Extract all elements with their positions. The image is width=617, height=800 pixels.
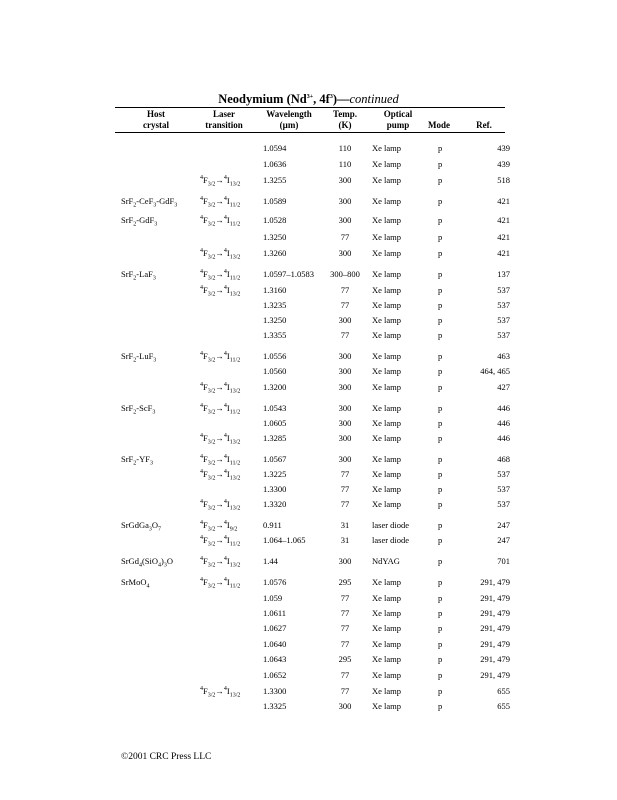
optical-pump-cell: Xe lamp bbox=[372, 418, 402, 428]
mode-cell: p bbox=[438, 608, 443, 618]
optical-pump-cell: Xe lamp bbox=[372, 366, 402, 376]
optical-pump-cell: Xe lamp bbox=[372, 159, 402, 169]
temperature-cell: 295 bbox=[338, 654, 352, 664]
mode-cell: p bbox=[438, 654, 443, 664]
temperature-cell: 300–800 bbox=[330, 269, 360, 279]
wavelength-cell: 1.3200 bbox=[263, 382, 287, 392]
table-row bbox=[0, 638, 617, 651]
optical-pump-cell: Xe lamp bbox=[372, 382, 402, 392]
header-optical-pump: Optical pump bbox=[383, 109, 413, 130]
laser-transition-cell: $^4F_{3/2}\to^4I_{13/2}$ bbox=[200, 433, 241, 446]
mode-cell: p bbox=[438, 418, 443, 428]
mode-cell: p bbox=[438, 351, 443, 361]
reference-cell: 291, 479 bbox=[480, 639, 510, 649]
temperature-cell: 300 bbox=[338, 215, 352, 225]
mode-cell: p bbox=[438, 315, 443, 325]
temperature-cell: 300 bbox=[338, 196, 352, 206]
reference-cell: 439 bbox=[497, 159, 510, 169]
optical-pump-cell: Xe lamp bbox=[372, 608, 402, 618]
wavelength-cell: 1.059 bbox=[263, 593, 283, 603]
laser-transition-cell: $^4F_{3/2}\to^4I_{13/2}$ bbox=[200, 499, 241, 512]
host-crystal-cell: SrMoO$_4$ bbox=[121, 577, 150, 590]
table-row bbox=[0, 381, 617, 394]
temperature-cell: 77 bbox=[340, 300, 350, 310]
optical-pump-cell: Xe lamp bbox=[372, 686, 402, 696]
laser-transition-cell: $^4F_{3/2}\to^4I_{13/2}$ bbox=[200, 248, 241, 261]
reference-cell: 537 bbox=[497, 285, 510, 295]
optical-pump-cell: Xe lamp bbox=[372, 215, 402, 225]
temperature-cell: 77 bbox=[340, 686, 350, 696]
host-crystal-cell: SrF$_2$-GdF$_3$ bbox=[121, 215, 158, 228]
temperature-cell: 77 bbox=[340, 670, 350, 680]
temperature-cell: 77 bbox=[340, 639, 350, 649]
mode-cell: p bbox=[438, 670, 443, 680]
reference-cell: 421 bbox=[497, 196, 510, 206]
mode-cell: p bbox=[438, 215, 443, 225]
reference-cell: 247 bbox=[497, 535, 510, 545]
wavelength-cell: 1.0611 bbox=[263, 608, 287, 618]
optical-pump-cell: Xe lamp bbox=[372, 577, 402, 587]
table-row bbox=[0, 685, 617, 698]
reference-cell: 427 bbox=[497, 382, 510, 392]
temperature-cell: 300 bbox=[338, 418, 352, 428]
wavelength-cell: 1.3260 bbox=[263, 248, 287, 258]
mode-cell: p bbox=[438, 248, 443, 258]
reference-cell: 537 bbox=[497, 499, 510, 509]
mode-cell: p bbox=[438, 499, 443, 509]
table-row bbox=[0, 592, 617, 605]
header-bottom-rule bbox=[115, 132, 505, 133]
reference-cell: 291, 479 bbox=[480, 654, 510, 664]
wavelength-cell: 1.0640 bbox=[263, 639, 287, 649]
wavelength-cell: 1.3235 bbox=[263, 300, 287, 310]
table-row bbox=[0, 314, 617, 327]
mode-cell: p bbox=[438, 484, 443, 494]
temperature-cell: 110 bbox=[338, 143, 352, 153]
temperature-cell: 77 bbox=[340, 232, 350, 242]
optical-pump-cell: Xe lamp bbox=[372, 701, 402, 711]
temperature-cell: 77 bbox=[340, 469, 350, 479]
laser-transition-cell: $^4F_{3/2}\to^4I_{11/2}$ bbox=[200, 269, 241, 282]
wavelength-cell: 1.0556 bbox=[263, 351, 287, 361]
temperature-cell: 77 bbox=[340, 285, 350, 295]
temperature-cell: 31 bbox=[340, 535, 350, 545]
header-mode: Mode bbox=[428, 120, 450, 130]
table-row bbox=[0, 284, 617, 297]
temperature-cell: 77 bbox=[340, 608, 350, 618]
table-title: Neodymium ($Nd^{3+}$, $4f^3)—continued$ bbox=[218, 92, 399, 106]
laser-transition-cell: $^4F_{3/2}\to^4I_{13/2}$ bbox=[200, 686, 241, 699]
host-crystal-cell: $SrF_2-YF_3$ bbox=[121, 454, 153, 467]
laser-transition-cell: $^4F_{3/2}\to^4I_{11/2}$ bbox=[200, 215, 241, 228]
wavelength-cell: 1.3225 bbox=[263, 469, 287, 479]
optical-pump-cell: Xe lamp bbox=[372, 403, 402, 413]
optical-pump-cell: Xe lamp bbox=[372, 196, 402, 206]
table-row bbox=[0, 268, 617, 281]
optical-pump-cell: Xe lamp bbox=[372, 499, 402, 509]
temperature-cell: 77 bbox=[340, 484, 350, 494]
reference-cell: 291, 479 bbox=[480, 623, 510, 633]
wavelength-cell: 1.0605 bbox=[263, 418, 287, 428]
table-row bbox=[0, 365, 617, 378]
host-crystal-cell: SrF$_2$-ScF$_3$ bbox=[121, 403, 156, 416]
wavelength-cell: 1.0627 bbox=[263, 623, 287, 633]
wavelength-cell: 1.3160 bbox=[263, 285, 287, 295]
reference-cell: 537 bbox=[497, 315, 510, 325]
table-row bbox=[0, 158, 617, 171]
laser-transition-cell: $^4F_{3/2}\to^4I_{9/2}$ bbox=[200, 520, 238, 533]
laser-transition-cell: $^4F_{3/2}\to^4I_{13/2}$ bbox=[200, 556, 241, 569]
mode-cell: p bbox=[438, 556, 443, 566]
reference-cell: 537 bbox=[497, 469, 510, 479]
mode-cell: p bbox=[438, 623, 443, 633]
mode-cell: p bbox=[438, 520, 443, 530]
header-temperature: Temp. (K) bbox=[333, 109, 357, 130]
optical-pump-cell: Xe lamp bbox=[372, 433, 402, 443]
reference-cell: 247 bbox=[497, 520, 510, 530]
table-row bbox=[0, 402, 617, 415]
optical-pump-cell: NdYAG bbox=[372, 556, 400, 566]
table-row bbox=[0, 468, 617, 481]
temperature-cell: 31 bbox=[340, 520, 350, 530]
table-row bbox=[0, 519, 617, 532]
table-row bbox=[0, 214, 617, 227]
mode-cell: p bbox=[438, 433, 443, 443]
laser-transition-cell: $^4F_{3/2}\to^4I_{13/2}$ bbox=[200, 175, 241, 188]
mode-cell: p bbox=[438, 143, 443, 153]
optical-pump-cell: Xe lamp bbox=[372, 143, 402, 153]
reference-cell: 537 bbox=[497, 330, 510, 340]
temperature-cell: 77 bbox=[340, 623, 350, 633]
wavelength-cell: 1.0652 bbox=[263, 670, 287, 680]
temperature-cell: 300 bbox=[338, 454, 352, 464]
host-crystal-cell: $SrGd_4(SiO_4)_3O$ bbox=[121, 556, 173, 569]
temperature-cell: 110 bbox=[338, 159, 352, 169]
table-row bbox=[0, 555, 617, 568]
header-top-rule bbox=[115, 107, 505, 108]
reference-cell: 655 bbox=[497, 701, 510, 711]
temperature-cell: 300 bbox=[338, 351, 352, 361]
mode-cell: p bbox=[438, 382, 443, 392]
optical-pump-cell: Xe lamp bbox=[372, 285, 402, 295]
mode-cell: p bbox=[438, 300, 443, 310]
reference-cell: 655 bbox=[497, 686, 510, 696]
header-host-crystal: Host crystal bbox=[143, 109, 169, 130]
reference-cell: 421 bbox=[497, 248, 510, 258]
temperature-cell: 300 bbox=[338, 433, 352, 443]
mode-cell: p bbox=[438, 593, 443, 603]
reference-cell: 421 bbox=[497, 232, 510, 242]
temperature-cell: 300 bbox=[338, 701, 352, 711]
temperature-cell: 300 bbox=[338, 556, 352, 566]
optical-pump-cell: laser diode bbox=[372, 535, 410, 545]
wavelength-cell: 1.3285 bbox=[263, 433, 287, 443]
wavelength-cell: 1.0567 bbox=[263, 454, 287, 464]
wavelength-cell: 1.3320 bbox=[263, 499, 287, 509]
wavelength-cell: 1.44 bbox=[263, 556, 278, 566]
temperature-cell: 77 bbox=[340, 499, 350, 509]
laser-transition-cell: $^4F_{3/2}\to^4I_{13/2}$ bbox=[200, 382, 241, 395]
reference-cell: 464, 465 bbox=[480, 366, 510, 376]
wavelength-cell: 1.3250 bbox=[263, 315, 287, 325]
wavelength-cell: 1.0636 bbox=[263, 159, 287, 169]
mode-cell: p bbox=[438, 330, 443, 340]
continued-label: continued bbox=[349, 92, 399, 106]
temperature-cell: 300 bbox=[338, 403, 352, 413]
reference-cell: 446 bbox=[497, 403, 510, 413]
wavelength-cell: 1.0597–1.0583 bbox=[263, 269, 314, 279]
table-row bbox=[0, 453, 617, 466]
laser-transition-cell: $^4F_{3/2}\to^4I_{11/2}$ bbox=[200, 403, 241, 416]
reference-cell: 421 bbox=[497, 215, 510, 225]
host-crystal-cell: SrF$_2$-LaF$_3$ bbox=[121, 269, 156, 282]
temperature-cell: 300 bbox=[338, 315, 352, 325]
wavelength-cell: 1.0560 bbox=[263, 366, 287, 376]
reference-cell: 463 bbox=[497, 351, 510, 361]
mode-cell: p bbox=[438, 686, 443, 696]
reference-cell: 137 bbox=[497, 269, 510, 279]
wavelength-cell: 1.3255 bbox=[263, 175, 287, 185]
reference-cell: 537 bbox=[497, 300, 510, 310]
reference-cell: 537 bbox=[497, 484, 510, 494]
table-row bbox=[0, 622, 617, 635]
table-row bbox=[0, 231, 617, 244]
wavelength-cell: 1.0589 bbox=[263, 196, 287, 206]
reference-cell: 291, 479 bbox=[480, 608, 510, 618]
temperature-cell: 77 bbox=[340, 593, 350, 603]
reference-cell: 439 bbox=[497, 143, 510, 153]
table-row bbox=[0, 350, 617, 363]
table-row bbox=[0, 483, 617, 496]
table-row bbox=[0, 195, 617, 208]
table-row bbox=[0, 653, 617, 666]
temperature-cell: 300 bbox=[338, 366, 352, 376]
wavelength-cell: 1.0594 bbox=[263, 143, 287, 153]
wavelength-cell: 1.0576 bbox=[263, 577, 287, 587]
table-row bbox=[0, 700, 617, 713]
laser-transition-cell: $^4F_{3/2}\to^4I_{11/2}$ bbox=[200, 196, 241, 209]
optical-pump-cell: laser diode bbox=[372, 520, 410, 530]
temperature-cell: 300 bbox=[338, 248, 352, 258]
optical-pump-cell: Xe lamp bbox=[372, 593, 402, 603]
optical-pump-cell: Xe lamp bbox=[372, 469, 402, 479]
mode-cell: p bbox=[438, 159, 443, 169]
temperature-cell: 300 bbox=[338, 382, 352, 392]
table-row bbox=[0, 607, 617, 620]
reference-cell: 518 bbox=[497, 175, 510, 185]
wavelength-cell: 1.0543 bbox=[263, 403, 287, 413]
mode-cell: p bbox=[438, 701, 443, 711]
host-crystal-cell: $SrGdGa_3O_7$ bbox=[121, 520, 161, 533]
optical-pump-cell: Xe lamp bbox=[372, 454, 402, 464]
optical-pump-cell: Xe lamp bbox=[372, 248, 402, 258]
temperature-cell: 295 bbox=[338, 577, 352, 587]
header-ref: Ref. bbox=[476, 120, 492, 130]
temperature-cell: 77 bbox=[340, 330, 350, 340]
table-row bbox=[0, 329, 617, 342]
copyright-footer: ©2001 CRC Press LLC bbox=[121, 752, 212, 762]
host-crystal-cell: SrF$_2$-LuF$_3$ bbox=[121, 351, 157, 364]
host-crystal-cell: SrF$_2$-CeF$_3$-GdF$_3$ bbox=[121, 196, 178, 209]
optical-pump-cell: Xe lamp bbox=[372, 623, 402, 633]
optical-pump-cell: Xe lamp bbox=[372, 232, 402, 242]
table-row bbox=[0, 142, 617, 155]
laser-transition-cell: $^4F_{3/2}\to^4I_{11/2}$ bbox=[200, 535, 241, 548]
temperature-cell: 300 bbox=[338, 175, 352, 185]
optical-pump-cell: Xe lamp bbox=[372, 639, 402, 649]
table-row bbox=[0, 576, 617, 589]
mode-cell: p bbox=[438, 469, 443, 479]
optical-pump-cell: Xe lamp bbox=[372, 300, 402, 310]
mode-cell: p bbox=[438, 232, 443, 242]
table-row bbox=[0, 174, 617, 187]
wavelength-cell: 1.3250 bbox=[263, 232, 287, 242]
mode-cell: p bbox=[438, 535, 443, 545]
mode-cell: p bbox=[438, 403, 443, 413]
optical-pump-cell: Xe lamp bbox=[372, 269, 402, 279]
optical-pump-cell: Xe lamp bbox=[372, 175, 402, 185]
laser-transition-cell: $^4F_{3/2}\to^4I_{11/2}$ bbox=[200, 577, 241, 590]
reference-cell: 291, 479 bbox=[480, 577, 510, 587]
mode-cell: p bbox=[438, 196, 443, 206]
table-row bbox=[0, 432, 617, 445]
mode-cell: p bbox=[438, 175, 443, 185]
optical-pump-cell: Xe lamp bbox=[372, 330, 402, 340]
wavelength-cell: 1.3355 bbox=[263, 330, 287, 340]
optical-pump-cell: Xe lamp bbox=[372, 351, 402, 361]
table-row bbox=[0, 498, 617, 511]
wavelength-cell: 1.0528 bbox=[263, 215, 287, 225]
table-row bbox=[0, 669, 617, 682]
wavelength-cell: 1.3300 bbox=[263, 484, 287, 494]
mode-cell: p bbox=[438, 366, 443, 376]
optical-pump-cell: Xe lamp bbox=[372, 670, 402, 680]
wavelength-cell: 1.064–1.065 bbox=[263, 535, 306, 545]
mode-cell: p bbox=[438, 639, 443, 649]
wavelength-cell: 0.911 bbox=[263, 520, 282, 530]
optical-pump-cell: Xe lamp bbox=[372, 484, 402, 494]
table-row bbox=[0, 534, 617, 547]
table-row bbox=[0, 247, 617, 260]
laser-transition-cell: $^4F_{3/2}\to^4I_{11/2}$ bbox=[200, 454, 241, 467]
optical-pump-cell: Xe lamp bbox=[372, 654, 402, 664]
reference-cell: 446 bbox=[497, 418, 510, 428]
laser-transition-cell: $^4F_{3/2}\to^4I_{11/2}$ bbox=[200, 351, 241, 364]
laser-transition-cell: $^4F_{3/2}\to^4I_{13/2}$ bbox=[200, 285, 241, 298]
wavelength-cell: 1.3300 bbox=[263, 686, 287, 696]
wavelength-cell: 1.0643 bbox=[263, 654, 287, 664]
reference-cell: 468 bbox=[497, 454, 510, 464]
table-row bbox=[0, 417, 617, 430]
reference-cell: 291, 479 bbox=[480, 670, 510, 680]
header-wavelength: Wavelength (µm) bbox=[266, 109, 312, 130]
optical-pump-cell: Xe lamp bbox=[372, 315, 402, 325]
mode-cell: p bbox=[438, 454, 443, 464]
header-laser-transition: Laser transition bbox=[205, 109, 243, 130]
reference-cell: 446 bbox=[497, 433, 510, 443]
mode-cell: p bbox=[438, 577, 443, 587]
mode-cell: p bbox=[438, 285, 443, 295]
reference-cell: 701 bbox=[497, 556, 510, 566]
mode-cell: p bbox=[438, 269, 443, 279]
table-row bbox=[0, 299, 617, 312]
reference-cell: 291, 479 bbox=[480, 593, 510, 603]
wavelength-cell: 1.3325 bbox=[263, 701, 287, 711]
laser-transition-cell: $^4F_{3/2}\to^4I_{13/2}$ bbox=[200, 469, 241, 482]
